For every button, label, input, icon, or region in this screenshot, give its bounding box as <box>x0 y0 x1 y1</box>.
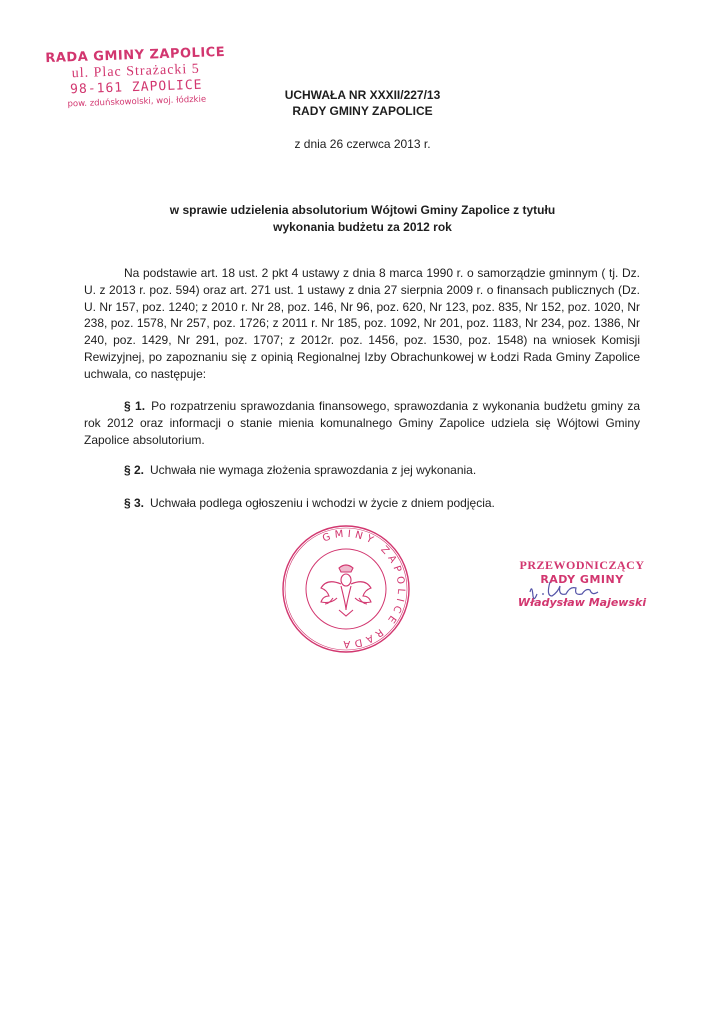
chairman-council: RADY GMINY <box>540 573 624 586</box>
subject-line-1: w sprawie udzielenia absolutorium Wójtowi Gminy Zapolice z tytułu <box>169 203 556 217</box>
resolution-issuer: RADY GMINY ZAPOLICE <box>292 104 433 118</box>
resolution-number: UCHWAŁA NR XXXII/227/13 <box>284 88 441 102</box>
chairman-name: Władysław Majewski <box>517 596 647 609</box>
stamp-postal-code: 98-161 ZAPOLICE <box>69 77 203 98</box>
chairman-title: PRZEWODNICZĄCY <box>519 558 645 572</box>
legal-basis-paragraph: Na podstawie art. 18 ust. 2 pkt 4 ustawy z dnia 8 marca 1990 r. o samorządzie gminnym ( tj. Dz. U. z 2013 r. poz. 594) oraz art. 271 ust. 1 ustawy z dnia 27 sierpnia 2009 r. o finansach publicznych (Dz. U. Nr 157, poz. 1240; z 2010 r. Nr 28, poz. 146, Nr 96, poz. 620, Nr 123, poz. 835, Nr 152, poz. 1020, Nr 238, poz. 1578, Nr 257, poz. 1726; z 2011 r. Nr 185, poz. 1092, Nr 201, poz. 1183, Nr 234, poz. 1386, Nr 240, poz. 1429, Nr 291, poz. 1707; z 2012r. poz. 1456, poz. 1530, poz. 1548) na wniosek Komisji Rewizyjnej, po zapoznaniu się z opinią Regionalnej Izby Obrachunkowej w Łodzi Rada Gminy Zapolice uchwala, co następuje: <box>84 266 640 381</box>
section-3-text: Uchwała podlega ogłoszeniu i wchodzi w życie z dniem podjęcia. <box>150 496 495 510</box>
section-2 <box>84 462 640 479</box>
section-3-mark: § 3. <box>124 496 145 510</box>
seal-text: GMINY ZAPOLICE RADA <box>321 528 407 650</box>
section-1 <box>84 398 640 448</box>
official-seal <box>281 524 411 654</box>
eagle-emblem-icon <box>321 565 371 616</box>
section-2-text: Uchwała nie wymaga złożenia sprawozdania z jej wykonania. <box>150 463 477 477</box>
stamp-county: pow. zduńskowolski, woj. łódzkie <box>67 94 207 110</box>
section-1-text: Po rozpatrzeniu sprawozdania finansowego, sprawozdania z wykonania budżetu gminy za rok 2012 oraz informacji o stanie mienia komunalnego Gminy Zapolice udziela się Wójtowi Gminy Zapolice absolutorium. <box>84 399 640 447</box>
subject-line-2: wykonania budżetu za 2012 rok <box>273 220 452 234</box>
section-1-mark: § 1. <box>124 399 146 413</box>
section-2-mark: § 2. <box>124 463 145 477</box>
resolution-date: z dnia 26 czerwca 2013 r. <box>294 137 431 151</box>
resolution-subject <box>0 202 725 236</box>
section-3 <box>84 495 640 512</box>
stamp-council-name: RADA GMINY ZAPOLICE <box>45 44 226 67</box>
handwritten-signature-icon <box>522 574 622 604</box>
stamp-street: ul. Plac Strażacki 5 <box>71 61 201 82</box>
